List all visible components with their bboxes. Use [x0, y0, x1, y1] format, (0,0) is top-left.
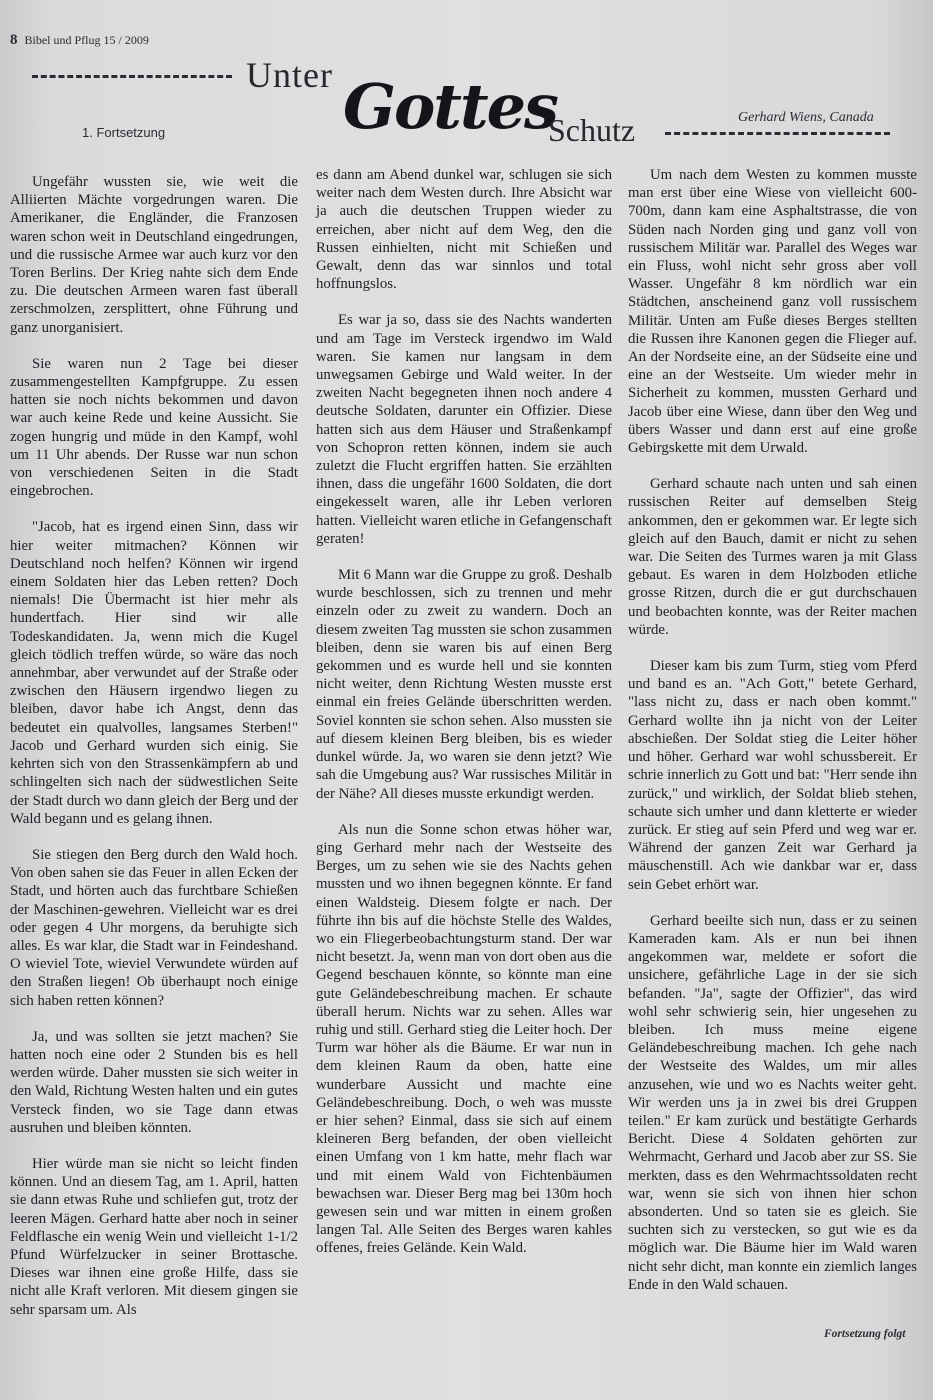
title-word-gottes: Gottes	[343, 70, 557, 143]
publication-name: Bibel und Pflug 15 / 2009	[24, 33, 149, 47]
paragraph: Als nun die Sonne schon etwas höher war, ging Gerhard mehr nach der Westseite des Berges, um zu sehen wie sie des Nachts gehen mussten und wo ihnen begegnen könnte. Er fand einen Waldsteig. Diesem folgte er nach. Der führte ihn bis auf die höchste Stelle des Waldes, wo ein Fliegerbeobachtungsturm stand. Der war nicht besetzt. Ja, wenn man von dort oben aus die Gegend beschauen könnte, so könnte man eine gute Geländebeschreibung machen. Er schaute überall herum. Nichts war zu sehen. Alles war ruhig und still. Gerhard stieg die Leiter hoch. Der Turm war höher als die Bäume. Er war nun in dem kleinen Raum da oben, hatte eine wunderbare Aussicht und machte eine Geländebeschreibung. Doch, o weh was musste er hier sehen? Einmal, dass sie sich auf einem kleineren Berg befanden, der oben vielleicht einen Umfang von 1 km hatte, mehr flach war und mit einem Wald von Fichtenbäumen bewachsen war. Dieser Berg mag bei 130m hoch gewesen sein und war mitten in einem großen langen Tal. Alle Seiten des Berges waren kahles offenes, freies Gelände. Kein Wald.	[316, 821, 612, 1257]
title-word-unter: Unter	[246, 55, 333, 95]
paragraph: Ja, und was sollten sie jetzt machen? Sie hatten noch eine oder 2 Stunden bis es hell werden würde. Daher mussten sie sich weiter in den Wald, Richtung Westen halten und ein gutes Versteck finden, wo sie Tage dann etwas ausruhen und bleiben könnten.	[10, 1028, 298, 1136]
page-number: 8	[10, 32, 18, 48]
paragraph: Dieser kam bis zum Turm, stieg vom Pferd und band es an. "Ach Gott," betete Gerhard, "lass nicht zu, dass er nach oben kommt." Gerhard wollte ihn ja nicht von der Leiter abschießen. Der Soldat stieg die Leiter höher und höher. Gerhard war wohl schussbereit. Er schrie innerlich zu Gott und bat: "Herr sende ihn zurück," und wirklich, der Soldat blieb stehen, schaute sich umher und dann kletterte er wieder zurück. Er stieg auf sein Pferd und weg war er. Während der ganzen Zeit war Gerhard ja mäuschenstill. Ach wie dankbar war er, dass sein Gebet erhört war.	[628, 658, 917, 893]
paragraph: Sie waren nun 2 Tage bei dieser zusammengestellten Kampfgruppe. Zu essen hatten sie noch nichts bekommen und davon war auch keine Rede und keine Aussicht. Sie zogen hungrig und müde in den Kampf, wohl um 11 Uhr abends. Der Russe war nun schon von verschiedenen Seiten in die Stadt eingebrochen.	[10, 355, 298, 500]
author-byline: Gerhard Wiens, Canada	[738, 110, 874, 125]
paragraph: Sie stiegen den Berg durch den Wald hoch. Von oben sahen sie das Feuer in allen Ecken der Stadt, und hörten auch das furchtbare Schießen der Maschinen-gewehren. Vielleicht war es drei oder gegen 4 Uhr morgens, da beruhigte sich alles. Es war klar, die Stadt war in Feindeshand. O wieviel Tote, wieviel Verwundete würden auf den Straßen liegen! Ob überhaupt noch einige sich haben retten können?	[10, 846, 298, 1009]
text-column-3	[628, 166, 917, 1294]
paragraph: Gerhard schaute nach unten und sah einen russischen Reiter auf demselben Steig ankommen, den er gekommen war. Er legte sich gleich auf den Bauch, damit er nicht zu sehen war. Die Seiten des Turmes waren ja mit Glass gebaut. Es waren in dem Holzboden etliche grosse Ritzen, durch die er gut durchschauen und beobachten konnte, was der Reiter machen würde.	[628, 476, 917, 638]
installment-label: 1. Fortsetzung	[82, 125, 166, 140]
text-column-2	[316, 166, 612, 1258]
title-rule-left	[32, 75, 232, 78]
title-word-schutz: Schutz	[548, 112, 636, 148]
paragraph: Hier würde man sie nicht so leicht finden können. Und an diesem Tag, am 1. April, hatten sie dann etwas Ruhe und schliefen gut, trotz der leeren Mägen. Gerhard hatte aber noch in seiner Feldflasche ein wenig Wein und vielleicht 1-1/2 Pfund Würfelzucker in seiner Brottasche. Dieses war ihnen eine große Hilfe, dass sie nicht alle Kraft verloren. Mit diesem gingen sie sehr sparsam um. Als	[10, 1155, 298, 1318]
paragraph: Es war ja so, dass sie des Nachts wanderten und am Tage im Versteck irgendwo im Wald waren. Sie kamen nur langsam in dem unwegsamen Gebirge und Wald weiter. In der zweiten Nacht begegneten ihnen noch andere 4 deutsche Soldaten, darunter ein Offizier. Diese hatten sich aus dem Häuser und Straßenkampf von Schopron retten können, indem sie auch zuletzt die Flucht ergriffen hatten. Sie erzählten ihnen, dass die ungefähr 1600 Soldaten, die dort eingekesselt waren, alle ihr Leben verloren hatten. Vielleicht waren etliche in Gefangenschaft geraten!	[316, 312, 612, 547]
paragraph-continued: es dann am Abend dunkel war, schlugen sie sich weiter nach dem Westen durch. Ihre Absicht war ja auch die deutschen Truppen wieder zu erreichen, aber nicht auf dem Weg, den die Russen einhielten, nicht mit Schießen und Gewalt, denn das war sinnlos und total hoffnungslos.	[316, 167, 612, 293]
paragraph: Gerhard beeilte sich nun, dass er zu seinen Kameraden kam. Als er nun bei ihnen angekommen war, meldete er sofort die unsichere, gefährliche Lage in der sie sich befanden. "Ja", sagte der Offizier", das wird wohl sehr schwierig sein, hier ungesehen zu bleiben. Ich muss meine eigene Geländebeschreibung machen. Ich gehe nach der Westseite des Waldes, um mir alles anzusehen, wie und wo es Nachts weiter geht. Wir werden uns ja in zwei bis drei Gruppen teilen." Er kam zurück und bestätigte Gerhards Bericht. Diese 4 Soldaten gehörten zur Wehrmacht, Gerhard und Jacob aber zur SS. Sie merkten, dass es den Wehrmachtssoldaten recht war, wenn sie sich von ihnen hier schon absonderten. Und so taten sie es gleich. Sie suchten sich zu verstecken, so gut wie es da möglich war. Die Bäume hier im Wald waren nicht sehr dicht, man konnte ein ziemlich langes Ende in den Wald schauen.	[628, 912, 917, 1293]
running-head	[10, 32, 149, 49]
paragraph: Ungefähr wussten sie, wie weit die Alliierten Mächte vorgedrungen waren. Die Amerikaner, die Engländer, die Franzosen waren schon weit in Deutschland eingedrungen, und die russische Armee war auch kurz vor den Toren Berlins. Der Krieg nahte sich dem Ende zu. Die deutschen Armeen waren fast überall zerschmolzen, zersplittert, ohne Führung und ganz unorganisiert.	[10, 174, 298, 336]
title-rule-right	[665, 132, 890, 135]
text-column-1	[10, 173, 298, 1319]
continued-note: Fortsetzung folgt	[824, 1328, 906, 1340]
paragraph: Mit 6 Mann war die Gruppe zu groß. Deshalb wurde beschlossen, sich zu trennen und mehr einzeln oder zu zweit zu wandern. Doch an diesem zweiten Tag mussten sie schon zusammen bleiben, denn sie waren bis auf einen Berg gekommen und es wurde hell und sie konnten nicht weiter, denn Richtung Westen musste erst einmal ein freies Gelände überschritten werden. Soviel konnten sie schon sehen. Also mussten sie auf diesem kleinen Berg bleiben, bis es wieder dunkel würde. Ja, wo waren sie denn jetzt? Wie sah die Umgebung aus? War russisches Militär in der Nähe? All dieses musste erkundigt werden.	[316, 567, 612, 802]
paragraph: Um nach dem Westen zu kommen musste man erst über eine Wiese von vielleicht 600-700m, dann kam eine Asphaltstrasse, die von Süden nach Norden ging und ganz voll von russischem Militär war. Parallel des Weges war ein Fluss, wohl nicht sehr gross aber voll Wasser. Ungefähr 8 km nördlich war ein Städtchen, anscheinend ganz voll russischem Militär. Unten am Fuße dieses Berges stellten die Russen ihre Kanonen gegen die Flieger auf. An der Nordseite eine, an der Südseite eine und eine an der Westseite. Um wieder mehr in Sicherheit zu kommen, mussten Gerhard und Jacob über eine Wiese, dann über den Weg und übers Wasser und dann erst auf eine große Gebirgskette mit dem Urwald.	[628, 167, 917, 457]
paragraph: "Jacob, hat es irgend einen Sinn, dass wir hier weiter mitmachen? Können wir Deutschland noch helfen? Können wir irgend einem Soldaten hier das Leben retten? Doch niemals! Die Übermacht ist hier mehr als hundertfach. Hier sind wir alle Todeskandidaten. Ja, wenn mich die Kugel gleich tödlich treffen würde, so wäre das noch annehmbar, aber verwundet auf der Straße oder zwischen den Häusern irgendwo liegen zu bleiben, davor habe ich Angst, denn das bedeutet ein qualvolles, langsames Sterben!" Jacob und Gerhard wurden sich einig. Sie kehrten sich von den Strassenkämpfern ab und schlingelten sich nach der südwestlichen Seite der Stadt durch wo dann gleich der Berg und der Wald begann und es gelang ihnen.	[10, 519, 298, 827]
